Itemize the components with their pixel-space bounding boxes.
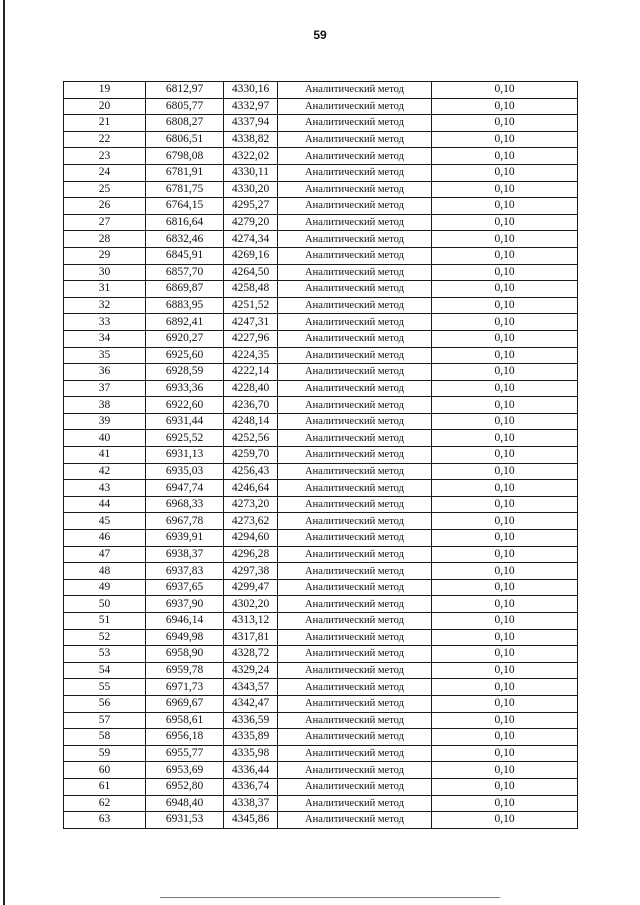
point-number-cell: 36 [64, 364, 146, 381]
table-row [64, 214, 578, 231]
point-number-cell: 20 [64, 98, 146, 115]
y-coordinate-cell: 4279,20 [224, 214, 278, 231]
method-cell: Аналитический метод [278, 231, 432, 248]
point-number-cell: 57 [64, 712, 146, 729]
precision-cell: 0,10 [432, 778, 578, 795]
point-number-cell: 62 [64, 795, 146, 812]
precision-cell: 0,10 [432, 546, 578, 563]
x-coordinate-cell: 6958,90 [146, 646, 224, 663]
y-coordinate-cell: 4336,74 [224, 778, 278, 795]
y-coordinate-cell: 4247,31 [224, 314, 278, 331]
table-row [64, 695, 578, 712]
point-number-cell: 61 [64, 778, 146, 795]
table-row [64, 496, 578, 513]
point-number-cell: 50 [64, 596, 146, 613]
bottom-rule [160, 897, 500, 898]
y-coordinate-cell: 4342,47 [224, 695, 278, 712]
method-cell: Аналитический метод [278, 646, 432, 663]
method-cell: Аналитический метод [278, 762, 432, 779]
y-coordinate-cell: 4337,94 [224, 115, 278, 132]
x-coordinate-cell: 6857,70 [146, 264, 224, 281]
x-coordinate-cell: 6939,91 [146, 530, 224, 547]
precision-cell: 0,10 [432, 247, 578, 264]
y-coordinate-cell: 4246,64 [224, 480, 278, 497]
precision-cell: 0,10 [432, 297, 578, 314]
precision-cell: 0,10 [432, 447, 578, 464]
method-cell: Аналитический метод [278, 579, 432, 596]
x-coordinate-cell: 6958,61 [146, 712, 224, 729]
method-cell: Аналитический метод [278, 164, 432, 181]
precision-cell: 0,10 [432, 795, 578, 812]
y-coordinate-cell: 4336,44 [224, 762, 278, 779]
coordinates-table-body [64, 82, 578, 829]
method-cell: Аналитический метод [278, 131, 432, 148]
y-coordinate-cell: 4345,86 [224, 812, 278, 829]
precision-cell: 0,10 [432, 181, 578, 198]
method-cell: Аналитический метод [278, 795, 432, 812]
method-cell: Аналитический метод [278, 264, 432, 281]
y-coordinate-cell: 4273,62 [224, 513, 278, 530]
y-coordinate-cell: 4330,16 [224, 82, 278, 99]
x-coordinate-cell: 6925,52 [146, 430, 224, 447]
y-coordinate-cell: 4269,16 [224, 247, 278, 264]
y-coordinate-cell: 4273,20 [224, 496, 278, 513]
point-number-cell: 28 [64, 231, 146, 248]
method-cell: Аналитический метод [278, 98, 432, 115]
method-cell: Аналитический метод [278, 563, 432, 580]
precision-cell: 0,10 [432, 198, 578, 215]
precision-cell: 0,10 [432, 264, 578, 281]
precision-cell: 0,10 [432, 397, 578, 414]
precision-cell: 0,10 [432, 413, 578, 430]
method-cell: Аналитический метод [278, 745, 432, 762]
x-coordinate-cell: 6806,51 [146, 131, 224, 148]
point-number-cell: 63 [64, 812, 146, 829]
method-cell: Аналитический метод [278, 480, 432, 497]
method-cell: Аналитический метод [278, 463, 432, 480]
method-cell: Аналитический метод [278, 413, 432, 430]
x-coordinate-cell: 6971,73 [146, 679, 224, 696]
y-coordinate-cell: 4338,37 [224, 795, 278, 812]
y-coordinate-cell: 4299,47 [224, 579, 278, 596]
precision-cell: 0,10 [432, 679, 578, 696]
y-coordinate-cell: 4224,35 [224, 347, 278, 364]
precision-cell: 0,10 [432, 380, 578, 397]
x-coordinate-cell: 6959,78 [146, 662, 224, 679]
x-coordinate-cell: 6781,91 [146, 164, 224, 181]
y-coordinate-cell: 4302,20 [224, 596, 278, 613]
method-cell: Аналитический метод [278, 198, 432, 215]
method-cell: Аналитический метод [278, 530, 432, 547]
method-cell: Аналитический метод [278, 596, 432, 613]
method-cell: Аналитический метод [278, 380, 432, 397]
x-coordinate-cell: 6947,74 [146, 480, 224, 497]
precision-cell: 0,10 [432, 530, 578, 547]
x-coordinate-cell: 6931,44 [146, 413, 224, 430]
precision-cell: 0,10 [432, 695, 578, 712]
precision-cell: 0,10 [432, 712, 578, 729]
precision-cell: 0,10 [432, 579, 578, 596]
table-row [64, 380, 578, 397]
method-cell: Аналитический метод [278, 496, 432, 513]
table-row [64, 812, 578, 829]
table-row [64, 198, 578, 215]
precision-cell: 0,10 [432, 364, 578, 381]
y-coordinate-cell: 4222,14 [224, 364, 278, 381]
coordinates-table [63, 81, 578, 829]
table-row [64, 247, 578, 264]
point-number-cell: 49 [64, 579, 146, 596]
x-coordinate-cell: 6883,95 [146, 297, 224, 314]
point-number-cell: 42 [64, 463, 146, 480]
precision-cell: 0,10 [432, 115, 578, 132]
x-coordinate-cell: 6922,60 [146, 397, 224, 414]
y-coordinate-cell: 4256,43 [224, 463, 278, 480]
y-coordinate-cell: 4330,11 [224, 164, 278, 181]
table-row [64, 297, 578, 314]
y-coordinate-cell: 4274,34 [224, 231, 278, 248]
x-coordinate-cell: 6928,59 [146, 364, 224, 381]
method-cell: Аналитический метод [278, 662, 432, 679]
y-coordinate-cell: 4343,57 [224, 679, 278, 696]
y-coordinate-cell: 4251,52 [224, 297, 278, 314]
table-row [64, 778, 578, 795]
table-row [64, 795, 578, 812]
point-number-cell: 54 [64, 662, 146, 679]
y-coordinate-cell: 4248,14 [224, 413, 278, 430]
x-coordinate-cell: 6845,91 [146, 247, 224, 264]
method-cell: Аналитический метод [278, 613, 432, 630]
table-row [64, 231, 578, 248]
point-number-cell: 46 [64, 530, 146, 547]
table-row [64, 131, 578, 148]
x-coordinate-cell: 6781,75 [146, 181, 224, 198]
table-row [64, 762, 578, 779]
point-number-cell: 60 [64, 762, 146, 779]
table-row [64, 115, 578, 132]
point-number-cell: 37 [64, 380, 146, 397]
x-coordinate-cell: 6931,53 [146, 812, 224, 829]
x-coordinate-cell: 6832,46 [146, 231, 224, 248]
precision-cell: 0,10 [432, 314, 578, 331]
point-number-cell: 53 [64, 646, 146, 663]
precision-cell: 0,10 [432, 480, 578, 497]
point-number-cell: 35 [64, 347, 146, 364]
table-row [64, 447, 578, 464]
method-cell: Аналитический метод [278, 679, 432, 696]
precision-cell: 0,10 [432, 662, 578, 679]
table-row [64, 679, 578, 696]
table-row [64, 82, 578, 99]
precision-cell: 0,10 [432, 281, 578, 298]
x-coordinate-cell: 6937,65 [146, 579, 224, 596]
x-coordinate-cell: 6955,77 [146, 745, 224, 762]
table-row [64, 148, 578, 165]
precision-cell: 0,10 [432, 330, 578, 347]
table-row [64, 530, 578, 547]
x-coordinate-cell: 6937,83 [146, 563, 224, 580]
y-coordinate-cell: 4258,48 [224, 281, 278, 298]
method-cell: Аналитический метод [278, 214, 432, 231]
x-coordinate-cell: 6937,90 [146, 596, 224, 613]
precision-cell: 0,10 [432, 513, 578, 530]
table-row [64, 513, 578, 530]
table-row [64, 712, 578, 729]
point-number-cell: 22 [64, 131, 146, 148]
point-number-cell: 58 [64, 729, 146, 746]
method-cell: Аналитический метод [278, 181, 432, 198]
y-coordinate-cell: 4317,81 [224, 629, 278, 646]
method-cell: Аналитический метод [278, 447, 432, 464]
precision-cell: 0,10 [432, 745, 578, 762]
point-number-cell: 25 [64, 181, 146, 198]
method-cell: Аналитический метод [278, 347, 432, 364]
x-coordinate-cell: 6764,15 [146, 198, 224, 215]
x-coordinate-cell: 6953,69 [146, 762, 224, 779]
precision-cell: 0,10 [432, 729, 578, 746]
point-number-cell: 47 [64, 546, 146, 563]
x-coordinate-cell: 6933,36 [146, 380, 224, 397]
table-row [64, 480, 578, 497]
y-coordinate-cell: 4228,40 [224, 380, 278, 397]
x-coordinate-cell: 6798,08 [146, 148, 224, 165]
table-row [64, 397, 578, 414]
point-number-cell: 44 [64, 496, 146, 513]
method-cell: Аналитический метод [278, 330, 432, 347]
table-row [64, 729, 578, 746]
y-coordinate-cell: 4297,38 [224, 563, 278, 580]
method-cell: Аналитический метод [278, 247, 432, 264]
point-number-cell: 40 [64, 430, 146, 447]
table-row [64, 281, 578, 298]
x-coordinate-cell: 6969,67 [146, 695, 224, 712]
method-cell: Аналитический метод [278, 82, 432, 99]
point-number-cell: 23 [64, 148, 146, 165]
method-cell: Аналитический метод [278, 115, 432, 132]
method-cell: Аналитический метод [278, 629, 432, 646]
page-edge-line [3, 0, 5, 905]
y-coordinate-cell: 4338,82 [224, 131, 278, 148]
table-row [64, 662, 578, 679]
y-coordinate-cell: 4264,50 [224, 264, 278, 281]
method-cell: Аналитический метод [278, 297, 432, 314]
point-number-cell: 51 [64, 613, 146, 630]
table-row [64, 745, 578, 762]
precision-cell: 0,10 [432, 82, 578, 99]
method-cell: Аналитический метод [278, 314, 432, 331]
precision-cell: 0,10 [432, 148, 578, 165]
x-coordinate-cell: 6892,41 [146, 314, 224, 331]
y-coordinate-cell: 4328,72 [224, 646, 278, 663]
method-cell: Аналитический метод [278, 712, 432, 729]
point-number-cell: 48 [64, 563, 146, 580]
table-row [64, 563, 578, 580]
point-number-cell: 19 [64, 82, 146, 99]
table-row [64, 613, 578, 630]
x-coordinate-cell: 6925,60 [146, 347, 224, 364]
precision-cell: 0,10 [432, 762, 578, 779]
point-number-cell: 38 [64, 397, 146, 414]
method-cell: Аналитический метод [278, 513, 432, 530]
table-row [64, 347, 578, 364]
table-row [64, 364, 578, 381]
point-number-cell: 45 [64, 513, 146, 530]
y-coordinate-cell: 4313,12 [224, 613, 278, 630]
table-row [64, 430, 578, 447]
precision-cell: 0,10 [432, 347, 578, 364]
point-number-cell: 59 [64, 745, 146, 762]
precision-cell: 0,10 [432, 430, 578, 447]
precision-cell: 0,10 [432, 629, 578, 646]
precision-cell: 0,10 [432, 646, 578, 663]
point-number-cell: 32 [64, 297, 146, 314]
method-cell: Аналитический метод [278, 778, 432, 795]
point-number-cell: 34 [64, 330, 146, 347]
method-cell: Аналитический метод [278, 364, 432, 381]
point-number-cell: 27 [64, 214, 146, 231]
precision-cell: 0,10 [432, 231, 578, 248]
table-row [64, 579, 578, 596]
table-row [64, 181, 578, 198]
x-coordinate-cell: 6920,27 [146, 330, 224, 347]
x-coordinate-cell: 6948,40 [146, 795, 224, 812]
point-number-cell: 43 [64, 480, 146, 497]
precision-cell: 0,10 [432, 596, 578, 613]
y-coordinate-cell: 4335,89 [224, 729, 278, 746]
method-cell: Аналитический метод [278, 148, 432, 165]
x-coordinate-cell: 6935,03 [146, 463, 224, 480]
point-number-cell: 39 [64, 413, 146, 430]
point-number-cell: 21 [64, 115, 146, 132]
table-row [64, 98, 578, 115]
point-number-cell: 31 [64, 281, 146, 298]
x-coordinate-cell: 6805,77 [146, 98, 224, 115]
precision-cell: 0,10 [432, 463, 578, 480]
table-row [64, 629, 578, 646]
y-coordinate-cell: 4259,70 [224, 447, 278, 464]
x-coordinate-cell: 6952,80 [146, 778, 224, 795]
point-number-cell: 30 [64, 264, 146, 281]
x-coordinate-cell: 6949,98 [146, 629, 224, 646]
table-row [64, 413, 578, 430]
x-coordinate-cell: 6816,64 [146, 214, 224, 231]
x-coordinate-cell: 6808,27 [146, 115, 224, 132]
table-row [64, 546, 578, 563]
method-cell: Аналитический метод [278, 695, 432, 712]
point-number-cell: 33 [64, 314, 146, 331]
y-coordinate-cell: 4252,56 [224, 430, 278, 447]
method-cell: Аналитический метод [278, 812, 432, 829]
point-number-cell: 56 [64, 695, 146, 712]
x-coordinate-cell: 6931,13 [146, 447, 224, 464]
x-coordinate-cell: 6967,78 [146, 513, 224, 530]
precision-cell: 0,10 [432, 131, 578, 148]
precision-cell: 0,10 [432, 563, 578, 580]
point-number-cell: 55 [64, 679, 146, 696]
table-row [64, 264, 578, 281]
precision-cell: 0,10 [432, 98, 578, 115]
y-coordinate-cell: 4227,96 [224, 330, 278, 347]
point-number-cell: 29 [64, 247, 146, 264]
y-coordinate-cell: 4236,70 [224, 397, 278, 414]
precision-cell: 0,10 [432, 613, 578, 630]
point-number-cell: 26 [64, 198, 146, 215]
y-coordinate-cell: 4332,97 [224, 98, 278, 115]
y-coordinate-cell: 4330,20 [224, 181, 278, 198]
table-row [64, 330, 578, 347]
page-number: 59 [313, 28, 327, 42]
x-coordinate-cell: 6946,14 [146, 613, 224, 630]
x-coordinate-cell: 6812,97 [146, 82, 224, 99]
table-row [64, 463, 578, 480]
x-coordinate-cell: 6956,18 [146, 729, 224, 746]
table-row [64, 646, 578, 663]
precision-cell: 0,10 [432, 496, 578, 513]
y-coordinate-cell: 4336,59 [224, 712, 278, 729]
y-coordinate-cell: 4294,60 [224, 530, 278, 547]
method-cell: Аналитический метод [278, 281, 432, 298]
table-row [64, 596, 578, 613]
precision-cell: 0,10 [432, 812, 578, 829]
y-coordinate-cell: 4296,28 [224, 546, 278, 563]
point-number-cell: 41 [64, 447, 146, 464]
x-coordinate-cell: 6938,37 [146, 546, 224, 563]
y-coordinate-cell: 4322,02 [224, 148, 278, 165]
x-coordinate-cell: 6869,87 [146, 281, 224, 298]
y-coordinate-cell: 4295,27 [224, 198, 278, 215]
precision-cell: 0,10 [432, 164, 578, 181]
table-row [64, 314, 578, 331]
point-number-cell: 24 [64, 164, 146, 181]
x-coordinate-cell: 6968,33 [146, 496, 224, 513]
method-cell: Аналитический метод [278, 430, 432, 447]
precision-cell: 0,10 [432, 214, 578, 231]
point-number-cell: 52 [64, 629, 146, 646]
method-cell: Аналитический метод [278, 546, 432, 563]
y-coordinate-cell: 4335,98 [224, 745, 278, 762]
method-cell: Аналитический метод [278, 397, 432, 414]
method-cell: Аналитический метод [278, 729, 432, 746]
table-row [64, 164, 578, 181]
y-coordinate-cell: 4329,24 [224, 662, 278, 679]
